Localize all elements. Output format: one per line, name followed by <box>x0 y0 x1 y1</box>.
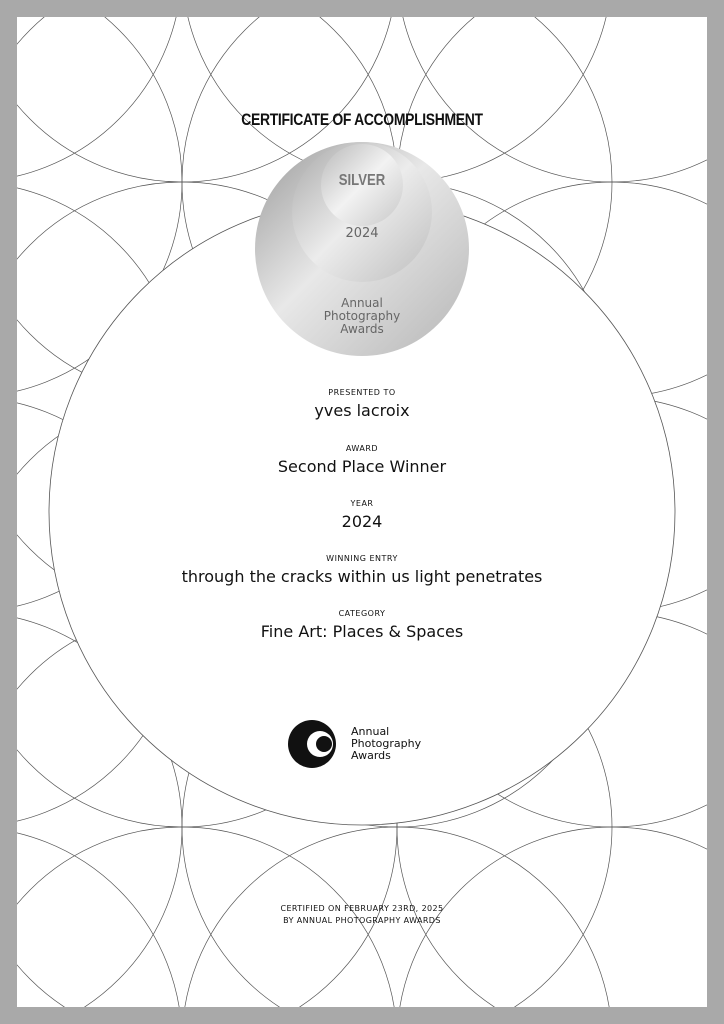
category-value: Fine Art: Places & Spaces <box>260 622 464 641</box>
winning-entry-value: through the cracks within us light penetrates <box>181 567 543 586</box>
organization-logo <box>288 719 488 779</box>
certificate-sheet <box>17 17 707 1007</box>
field-label: AWARD <box>345 444 379 453</box>
field-year <box>17 499 707 531</box>
medal-organization-label <box>254 297 470 336</box>
field-label: CATEGORY <box>338 609 386 618</box>
logo-wordmark <box>351 726 421 762</box>
field-label: WINNING ENTRY <box>326 554 398 563</box>
certified-date: CERTIFIED ON FEBRUARY 23RD, 2025 <box>280 904 444 913</box>
certified-by: BY ANNUAL PHOTOGRAPHY AWARDS <box>283 916 441 925</box>
medal-org-line: Awards <box>340 322 384 336</box>
award-value: Second Place Winner <box>277 457 447 476</box>
pattern-circle <box>17 17 182 182</box>
medal-org-line: Annual <box>341 296 383 310</box>
medal-rank-label: SILVER <box>338 172 386 189</box>
year-value: 2024 <box>341 512 383 531</box>
field-winning-entry <box>17 554 707 586</box>
field-award <box>17 444 707 476</box>
recipient-name: yves lacroix <box>314 401 410 420</box>
field-category <box>17 609 707 641</box>
field-label: YEAR <box>350 499 374 508</box>
logo-line: Awards <box>351 749 391 762</box>
logo-line: Annual <box>351 725 390 738</box>
certificate-title: CERTIFICATE OF ACCOMPLISHMENT <box>241 110 483 129</box>
medal-year-label: 2024 <box>345 226 379 241</box>
field-presented-to <box>17 388 707 420</box>
logo-mark-icon <box>288 719 338 769</box>
logo-line: Photography <box>351 737 422 750</box>
field-label: PRESENTED TO <box>328 388 396 397</box>
medal-org-line: Photography <box>323 309 401 323</box>
certification-footer <box>17 903 707 927</box>
